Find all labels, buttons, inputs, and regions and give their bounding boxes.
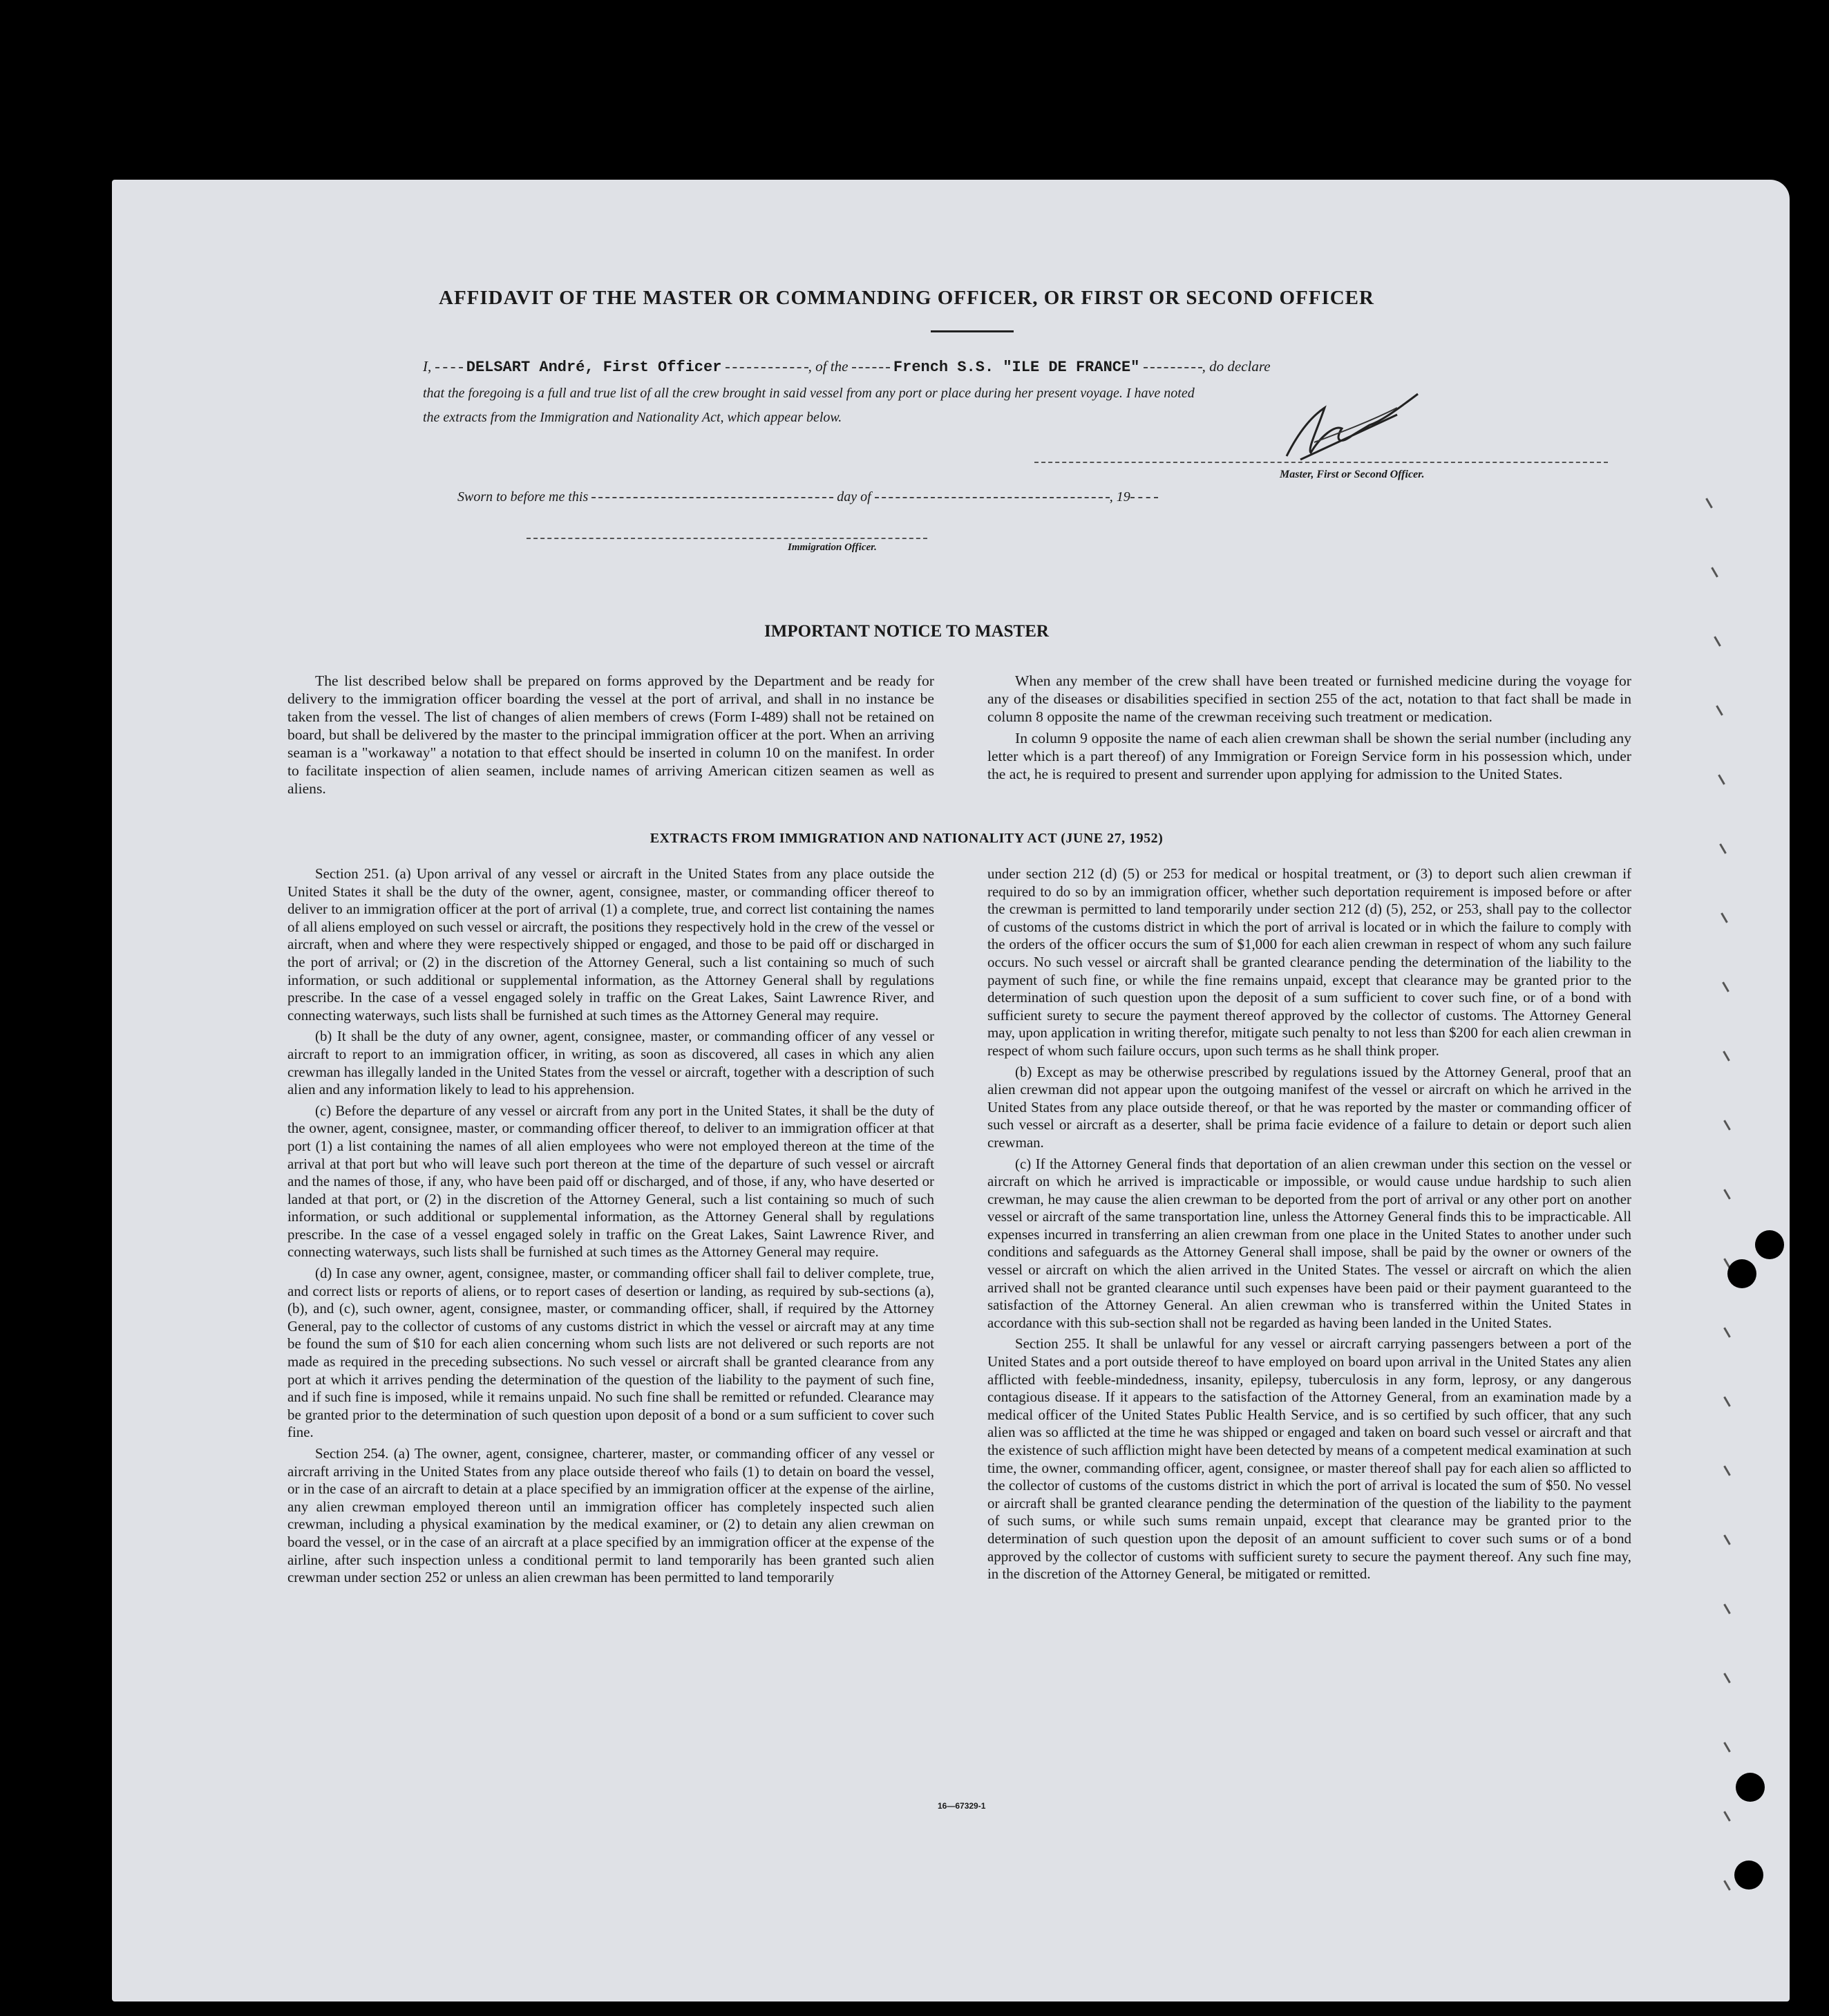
day-of-label: day of (837, 489, 871, 505)
signature-caption: Master, First or Second Officer. (1280, 469, 1425, 480)
section-251b: (b) It shall be the duty of any owner, agent, consignee, master, or commanding officer of any vessel or aircraft to report to an immigration officer, in writing, as soon as discovered, all cases in which any alien crewman has illegally landed in the United States from the vessel or aircraft, together with a description of such alien and any information likely to lead to his apprehension. (287, 1028, 934, 1098)
section-251d: (d) In case any owner, agent, consignee, master, or commanding officer shall fail to deliver complete, true, and correct lists or reports of aliens, or to report cases of desertion or landing, as required by sub-sections (a), (b), and (c), such owner, agent, consignee, master, or commanding officer, shall, if required by the Attorney General, pay to the collector of customs of any customs district in which the vessel or aircraft may at any time be found the sum of $10 for each alien concerning whom such lists are not delivered or such reports are not made as required in the preceding subsections. No such vessel or aircraft shall be granted clearance from any port at which it arrives pending the determination of the question of the liability to the payment of such fine, and if such fine is imposed, while it remains unpaid. No such fine shall be remitted or refunded. Clearance may be granted prior to the determination of such question upon deposit of a bond or a sum sufficient to cover such fine. (287, 1265, 934, 1441)
affidavit-title: AFFIDAVIT OF THE MASTER OR COMMANDING OFFICER, OR FIRST OR SECOND OFFICER (439, 287, 1374, 309)
section-255: Section 255. It shall be unlawful for any vessel or aircraft carrying passengers between a port of the United States and a port outside thereof to have employed on board upon arrival in the United States any alien afflicted with feeble-mindedness, insanity, epilepsy, tuberculosis in any form, leprosy, or any dangerous contagious disease. If it appears to the satisfaction of the Attorney General, from an examination made by a medical officer of the United States Public Health Service, and is so certified by such officer, that any such alien was so afflicted at the time he was shipped or engaged and taken on board such vessel or aircraft and that the existence of such affliction might have been detected by means of a competent medical examination at such time, the owner, commanding officer, agent, consignee, or master thereof shall pay for each alien so afflicted to the collector of customs of the customs district in which the port of arrival is located the sum of $50. No vessel or aircraft shall be granted clearance pending the determination of the question of the liability to the payment of such sums, or while such sums remain unpaid, except that clearance may be granted prior to the determination of such question upon the deposit of an amount sufficient to cover such sums or of a bond approved by the collector of customs with sufficient surety to secure the payment thereof. Any such fine may, in the discretion of the Attorney General, be mitigated or remitted. (987, 1335, 1631, 1583)
immigration-officer-caption: Immigration Officer. (788, 542, 877, 553)
punch-hole (1755, 1230, 1784, 1259)
notice-right-paragraph-1: When any member of the crew shall have been treated or furnished medicine during the voyage for any of the diseases or disabilities specified in section 255 of the act, notation to that fact shall be made in column 8 opposite the name of the crewman receiving such treatment or medication. (987, 672, 1631, 725)
notice-left-column (287, 672, 934, 801)
officer-name-field: DELSART André, First Officer (466, 359, 722, 376)
extracts-right-column (987, 865, 1631, 1587)
extracts-left-column (287, 865, 934, 1590)
section-254b: (b) Except as may be otherwise prescribed by regulations issued by the Attorney General, proof that an alien crewman did not appear upon the outgoing manifest of the vessel or aircraft on which he arrived in the United States from any place outside thereof, or that he was reported by the master or commanding officer of such vessel or aircraft as a deserter, shall be prima facie evidence of a failure to detain or deport such alien crewman. (987, 1063, 1631, 1151)
extracts-title: EXTRACTS FROM IMMIGRATION AND NATIONALITY ACT (JUNE 27, 1952) (650, 831, 1164, 846)
section-251c: (c) Before the departure of any vessel or aircraft from any port in the United States, it shall be the duty of the owner, agent, consignee, master, or commanding officer thereof, to deliver to an immigration officer at that port (1) a list containing the names of all alien employees who were not employed thereon at the time of the arrival at that port but who will leave such port thereon at the time of the departure of such vessel or aircraft and the names of those, if any, who have been paid off or discharged, and of those, if any, who have deserted or landed at that port, or (2) in the discretion of the Attorney General, such a list containing so much of such information, or such additional or supplemental information, as the Attorney General shall by regulations prescribe. In the case of a vessel engaged solely in traffic on the Great Lakes, Saint Lawrence River, and connecting waterways, such lists shall be furnished at such times as the Attorney General may require. (287, 1102, 934, 1261)
punch-hole (1734, 1860, 1763, 1890)
notice-title: IMPORTANT NOTICE TO MASTER (764, 622, 1049, 641)
notice-left-paragraph: The list described below shall be prepared on forms approved by the Department and be ready for delivery to the immigration officer boarding the vessel at the port of arrival, and shall in no instance be taken from the vessel. The list of changes of alien members of crews (Form I-489) shall not be retained on board, but shall be delivered by the master to the principal immigration officer at the port. When an arriving seaman is a "workaway" a notation to that effect should be inserted in column 10 on the manifest. In order to facilitate inspection of alien seamen, include names of arriving American citizen seamen as well as aliens. (287, 672, 934, 797)
notice-right-paragraph-2: In column 9 opposite the name of each alien crewman shall be shown the serial number (including any letter which is a part thereof) of any Immigration or Foreign Service form in his possession which, under the act, he is required to present and surrender upon applying for admission to the United States. (987, 730, 1631, 782)
declaration-line-3: the extracts from the Immigration and Nationality Act, which appear below. (423, 410, 842, 425)
vessel-name-field: French S.S. "ILE DE FRANCE" (893, 359, 1140, 376)
section-254c: (c) If the Attorney General finds that deportation of an alien crewman under this section on the vessel or aircraft on which he arrived is impracticable or impossible, or would cause undue hardship to such alien crewman, he may cause the alien crewman to be deported from the port of arrival or any other port on another vessel or aircraft of the same transportation line, unless the Attorney General finds this to be impracticable. All expenses incurred in transferring an alien crewman from one place in the United States to another under such conditions and safeguards as the Attorney General shall impose, shall be paid by the owner or owners of the vessel or aircraft on which the alien arrived in the United States. The vessel or aircraft on which the alien arrived shall not be granted clearance until such expenses have been paid or their payment guaranteed to the satisfaction of the Attorney General. An alien crewman who is transferred within the United States in accordance with this sub-section shall not be regarded as having been landed in the United States. (987, 1155, 1631, 1331)
document-page (112, 180, 1790, 2001)
sworn-line (457, 489, 1158, 505)
section-254a-start: Section 254. (a) The owner, agent, consignee, charterer, master, or commanding officer of any vessel or aircraft arriving in the United States from any place outside thereof who fails (1) to detain on board the vessel, or in the case of an aircraft to detain at a place specified by an immigration officer at the expense of the airline, any alien crewman employed thereon until an immigration officer has completely inspected such alien crewman, including a physical examination by the medical examiner, or (2) to detain any alien crewman on board the vessel, or in the case of an aircraft at a place specified by an immigration officer at the expense of the airline, after such inspection unless a conditional permit to land temporarily has been granted such alien crewman under section 252 or unless an alien crewman has been permitted to land temporarily (287, 1445, 934, 1586)
declaration-line (423, 358, 1611, 376)
declaration-line-2: that the foregoing is a full and true list of all the crew brought in said vessel from any port or place during her present voyage. I have noted (423, 386, 1195, 401)
punch-hole (1727, 1259, 1756, 1288)
sworn-label: Sworn to before me this (457, 489, 589, 505)
of-the-label: , of the (808, 358, 849, 375)
section-254a-cont: under section 212 (d) (5) or 253 for medical or hospital treatment, or (3) to deport such alien crewman if required to do so by an immigration officer, whether such deportation requirement is imposed before or after the crewman is permitted to land temporarily under section 212 (d) (5), 252, or 253, shall pay to the collector of customs of the customs district in which the port of arrival is located or in which the failure to comply with the orders of the officer occurs the sum of $1,000 for each alien crewman in respect of whom any such failure occurs. No such vessel or aircraft shall be granted clearance pending the determination of the liability to the payment of such fine, or while the fine remains unpaid, except that clearance may be granted prior to the determination of such question upon the deposit of a sum sufficient to cover such fine, or of a bond with sufficient surety to secure the payment thereof approved by the collector of customs. The Attorney General may, upon application in writing therefor, mitigate such penalty to not less than $200 for each alien crewman in respect of whom such failure occurs, upon such terms as he shall think proper. (987, 865, 1631, 1059)
do-declare-label: , do declare (1202, 358, 1271, 375)
year-label: , 19 (1109, 489, 1130, 505)
section-251a: Section 251. (a) Upon arrival of any vessel or aircraft in the United States from any place outside the United States it shall be the duty of the owner, agent, consignee, master, or commanding officer thereof to deliver to an immigration officer at the port of arrival (1) a complete, true, and correct list containing the names of all aliens employed on such vessel or aircraft, the positions they respectively hold in the crew of the vessel or aircraft, when and where they were respectively shipped or engaged, and those to be paid off or discharged in the port of arrival; or (2) in the discretion of the Attorney General, such a list containing so much of such information, or such additional or supplemental information, as the Attorney General shall by regulations prescribe. In the case of a vessel engaged solely in traffic on the Great Lakes, Saint Lawrence River, and connecting waterways, such lists shall be furnished at such times as the Attorney General may require. (287, 865, 934, 1024)
officer-signature (1259, 387, 1549, 477)
immigration-officer-line (527, 538, 927, 539)
notice-right-column (987, 672, 1631, 786)
form-number: 16—67329-1 (938, 1801, 986, 1811)
punch-hole (1736, 1773, 1765, 1802)
signature-line (1034, 462, 1608, 463)
i-label: I, (423, 358, 432, 375)
title-rule (931, 330, 1014, 332)
